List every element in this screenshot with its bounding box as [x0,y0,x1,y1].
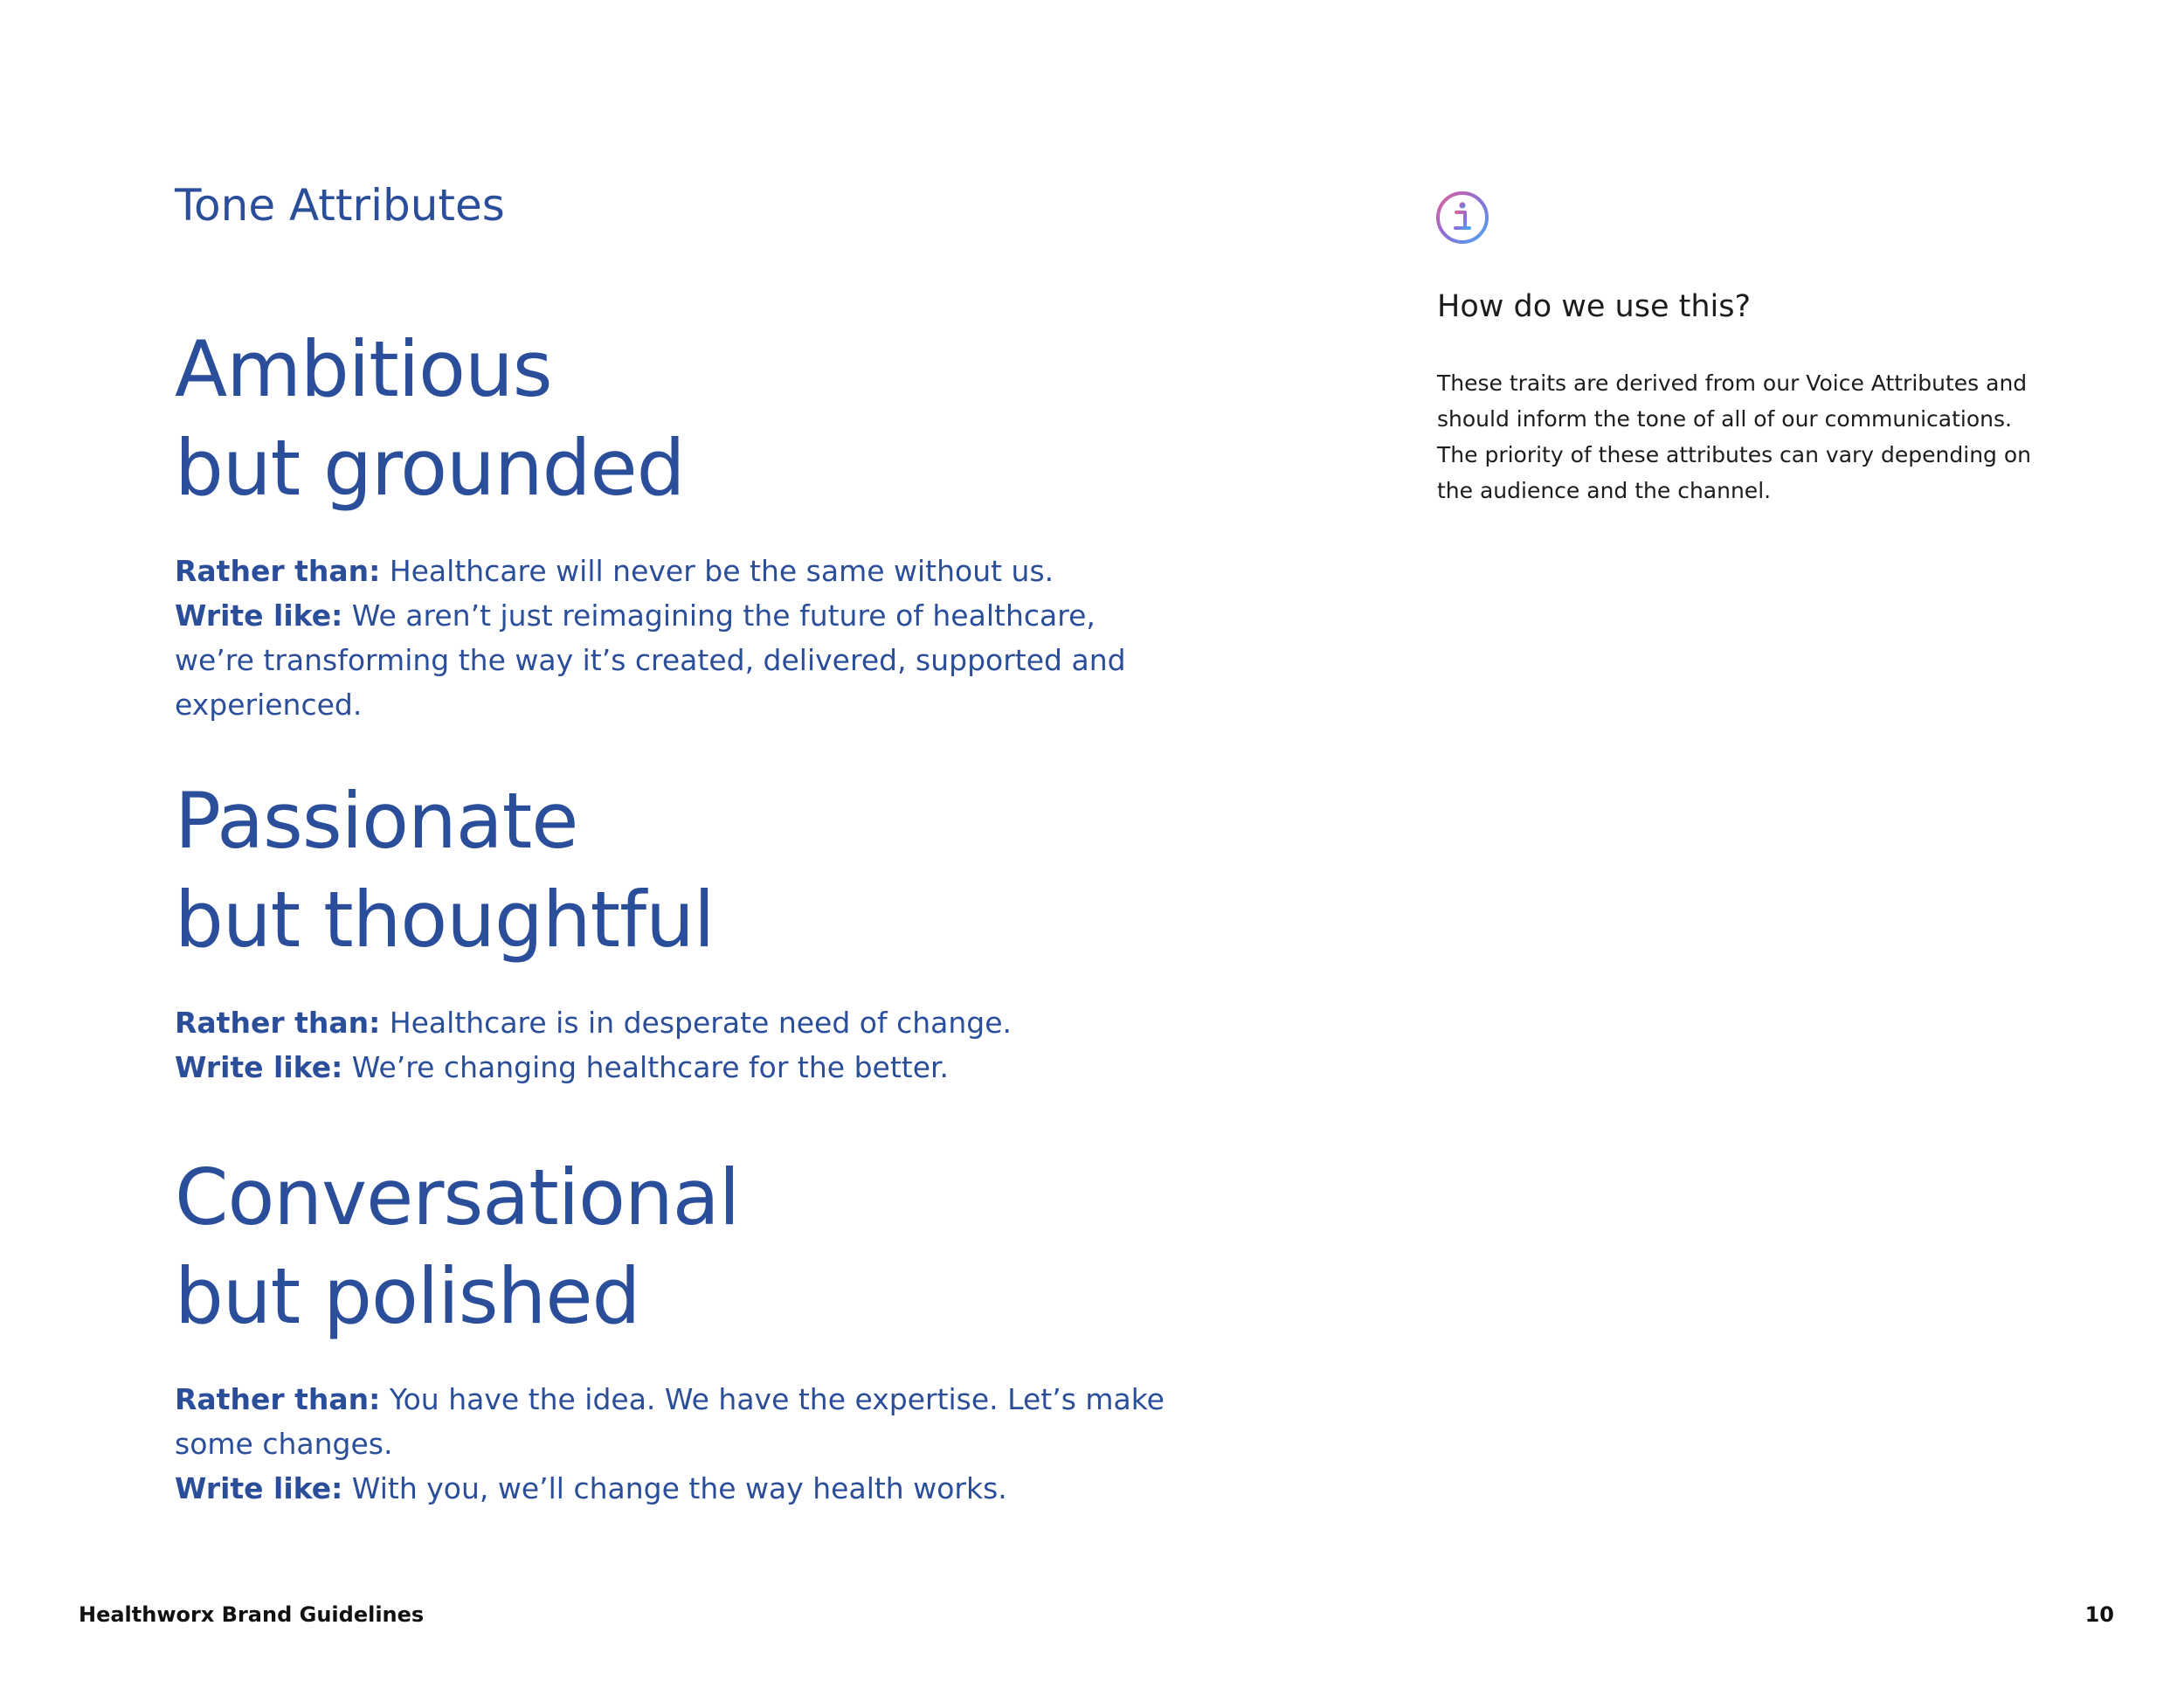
write-like-label: Write like: [175,598,343,633]
write-like-label: Write like: [175,1471,343,1505]
write-like-text: We aren’t just reimagining the future of healthcare, we’re transforming the way it’s created, delivered, supported and experienced. [175,598,1126,722]
attribute-examples [175,1377,1179,1511]
write-like-example [175,593,1179,727]
rather-than-label: Rather than: [175,1006,381,1040]
tone-attribute-passionate [175,771,1179,1090]
section-title: Tone Attributes [175,180,505,231]
write-like-label: Write like: [175,1050,343,1084]
write-like-example [175,1466,1179,1511]
aside-body: These traits are derived from our Voice Attributes and should inform the tone of all of our communications. The priority of these attributes can vary depending on the audience and the channel. [1437,370,2031,503]
write-like-text: With you, we’ll change the way health works. [342,1471,1007,1505]
write-like-text: We’re changing healthcare for the better. [342,1050,950,1084]
page-number: 10 [2084,1602,2114,1627]
attribute-heading [175,1148,1179,1346]
rather-than-text: You have the idea. We have the expertise. Let’s make some changes. [175,1382,1165,1461]
rather-than-label: Rather than: [175,1382,381,1416]
tone-attribute-ambitious [175,320,1179,727]
attribute-examples [175,549,1179,727]
attribute-heading [175,320,1179,517]
attribute-heading-line-2: but polished [175,1251,640,1341]
rather-than-example [175,1000,1179,1045]
rather-than-example [175,1377,1179,1466]
attribute-heading-line-2: but grounded [175,423,685,513]
write-like-example [175,1045,1179,1090]
footer-title: Healthworx Brand Guidelines [79,1602,425,1627]
attribute-heading [175,771,1179,969]
rather-than-example [175,549,1179,593]
rather-than-label: Rather than: [175,554,381,588]
info-icon [1434,190,1490,246]
attribute-heading-line-1: Passionate [175,776,578,866]
attribute-examples [175,1000,1179,1090]
tone-attribute-conversational [175,1148,1179,1511]
attribute-heading-line-1: Ambitious [175,324,552,414]
rather-than-text: Healthcare is in desperate need of change. [380,1006,1013,1040]
rather-than-text: Healthcare will never be the same without us. [380,554,1054,588]
aside-heading: How do we use this? [1437,289,1752,324]
attribute-heading-line-1: Conversational [175,1152,740,1242]
attribute-heading-line-2: but thoughtful [175,875,715,965]
